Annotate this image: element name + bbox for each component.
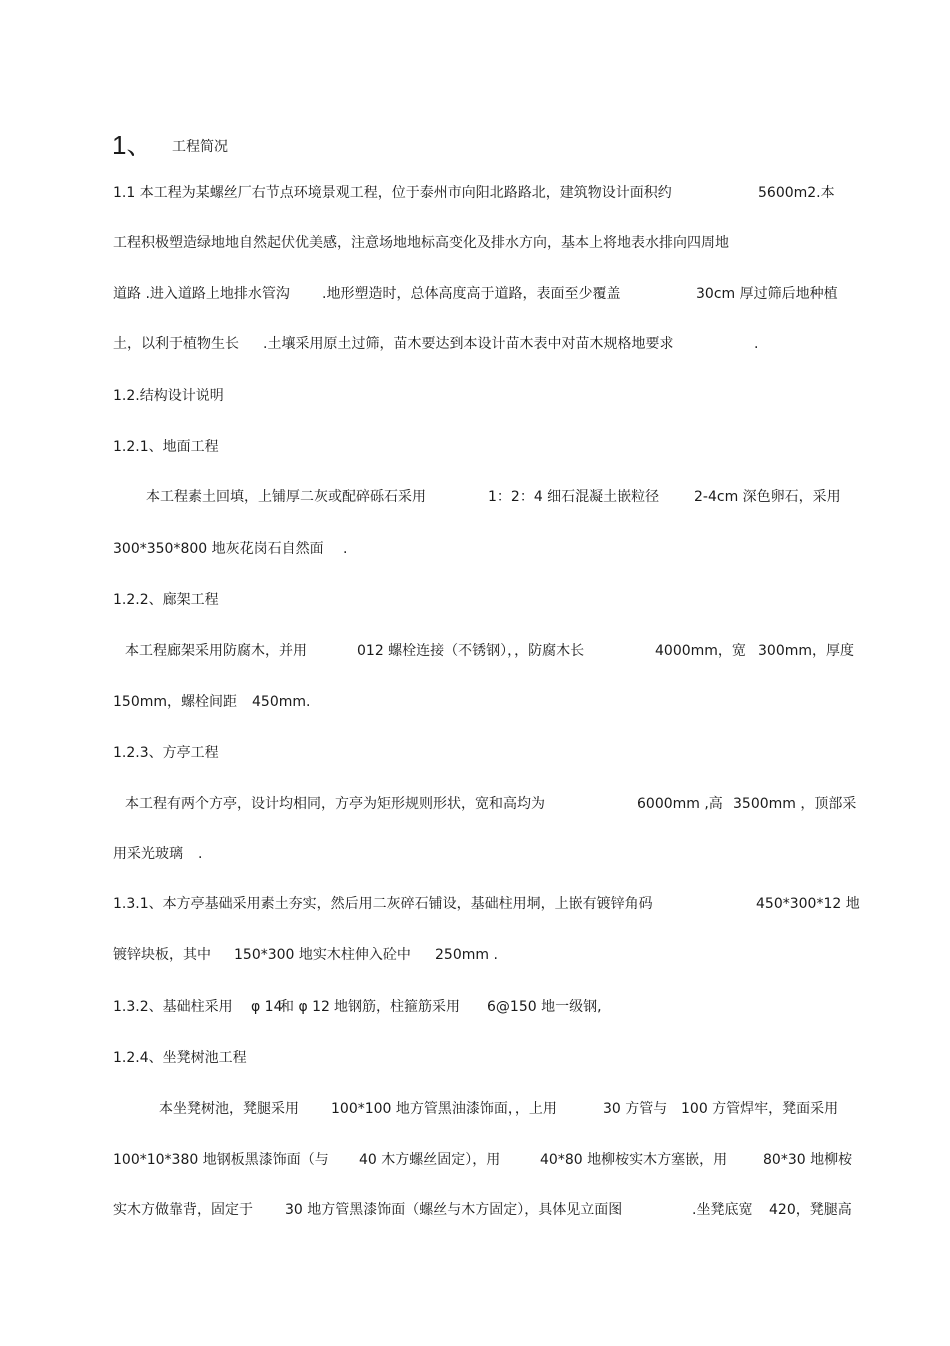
- subsection-heading: 1.2.1、地面工程: [113, 439, 219, 455]
- text-line: 本工程素土回填，上铺厚二灰或配碎砾石采用: [146, 489, 426, 505]
- text-line: .土壤采用原土过筛，苗木要达到本设计苗木表中对苗木规格地要求: [263, 336, 674, 352]
- text-line: 土，以利于植物生长: [113, 336, 239, 352]
- text-line: 012 螺栓连接（不锈钢），，防腐木长: [357, 643, 585, 659]
- text-line: 100*100 地方管黑油漆饰面，，上用: [331, 1101, 557, 1117]
- text-line: 30 方管与: [603, 1101, 668, 1117]
- text-line: 100*10*380 地钢板黑漆饰面（与: [113, 1152, 329, 1168]
- text-line: 地钢筋，柱箍筋采用: [334, 999, 460, 1015]
- text-line: 1：2：4 细石混凝土嵌粒径: [488, 489, 660, 505]
- text-line: 100 方管焊牢，凳面采用: [681, 1101, 839, 1117]
- text-line: 工程积极塑造绿地地自然起伏优美感，注意场地地标高变化及排水方向，基本上将地表水排向四周地: [113, 235, 729, 251]
- text-line: 镀锌块板，其中: [113, 947, 211, 963]
- text-line: 1.3.1、本方亭基础采用素土夯实，然后用二灰碎石铺设，基础柱用垌，上嵌有镀锌角码: [113, 896, 653, 912]
- text-line: 420，凳腿高: [769, 1202, 852, 1218]
- text-line: 2-4cm 深色卵石，采用: [694, 489, 841, 505]
- text-line: 6@150 地一级钢,: [487, 999, 602, 1015]
- text-line: 用采光玻璃: [113, 846, 183, 862]
- text-line: 80*30 地柳桉: [763, 1152, 853, 1168]
- text-line: 和 φ 12: [280, 999, 330, 1015]
- text-line: 150mm，螺栓间距: [113, 694, 237, 710]
- text-line: 40*80 地柳桉实木方塞嵌，用: [540, 1152, 728, 1168]
- text-line: φ 14: [251, 999, 283, 1015]
- text-line: 3500mm ，顶部采: [733, 796, 857, 812]
- subsection-heading: 1.2.结构设计说明: [113, 388, 224, 404]
- text-line: 150*300 地实木柱伸入砼中: [234, 947, 411, 963]
- section-title: 工程简况: [172, 139, 228, 155]
- section-number: 1、: [112, 130, 153, 160]
- text-line: 250mm .: [435, 947, 498, 963]
- text-line: 300*350*800 地灰花岗石自然面: [113, 541, 324, 557]
- text-line: .: [343, 541, 348, 557]
- text-line: .地形塑造时，总体高度高于道路，表面至少覆盖: [322, 286, 621, 302]
- text-line: 1.3.2、基础柱采用: [113, 999, 233, 1015]
- subsection-heading: 1.2.4、坐凳树池工程: [113, 1050, 247, 1066]
- text-line: 30cm 厚过筛后地种植: [696, 286, 838, 302]
- text-line: 5600m2.本: [758, 185, 835, 201]
- text-line: 450mm.: [252, 694, 311, 710]
- text-line: 1.1 本工程为某螺丝厂右节点环境景观工程，位于泰州市向阳北路路北，建筑物设计面积约: [113, 185, 672, 201]
- subsection-heading: 1.2.3、方亭工程: [113, 745, 219, 761]
- text-line: 4000mm，宽: [655, 643, 746, 659]
- text-line: 450*300*12 地: [756, 896, 860, 912]
- text-line: 6000mm ,高: [637, 796, 723, 812]
- text-line: .: [754, 336, 759, 352]
- text-line: 300mm，厚度: [758, 643, 854, 659]
- text-line: .坐凳底宽: [692, 1202, 753, 1218]
- text-line: 本坐凳树池，凳腿采用: [159, 1101, 299, 1117]
- text-line: 40 木方螺丝固定），用: [359, 1152, 501, 1168]
- text-line: 实木方做靠背，固定于: [113, 1202, 253, 1218]
- text-line: .: [198, 846, 203, 862]
- text-line: 本工程廊架采用防腐木，并用: [125, 643, 307, 659]
- text-line: 30 地方管黑漆饰面（螺丝与木方固定），具体见立面图: [285, 1202, 623, 1218]
- subsection-heading: 1.2.2、廊架工程: [113, 592, 219, 608]
- text-line: 道路 .进入道路上地排水管沟: [113, 286, 290, 302]
- text-line: 本工程有两个方亭，设计均相同，方亭为矩形规则形状，宽和高均为: [125, 796, 545, 812]
